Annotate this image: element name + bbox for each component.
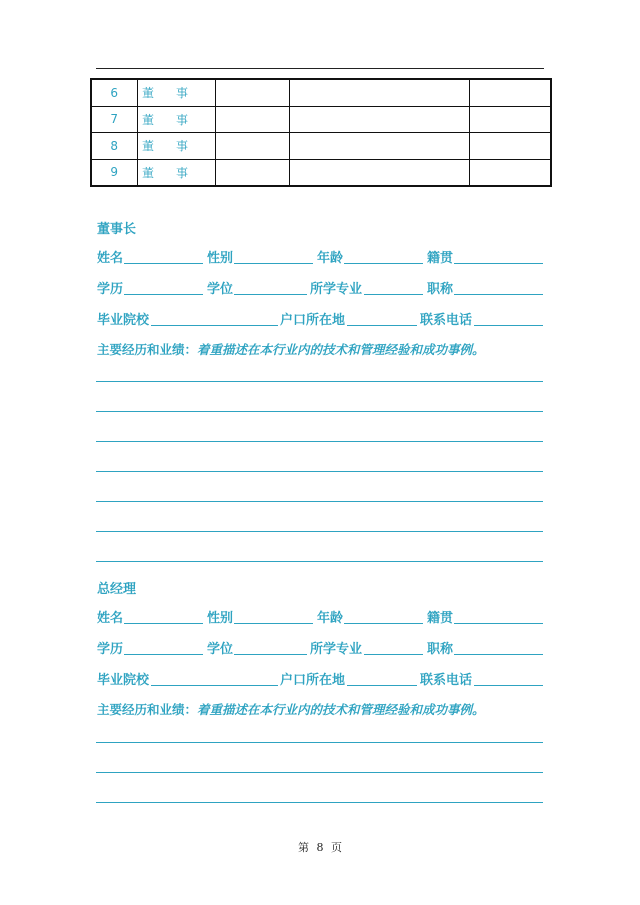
experience-hint: 着重描述在本行业内的技术和管理经验和成功事例。 xyxy=(197,702,485,717)
manager-section-title: 总经理 xyxy=(97,582,137,597)
hukou-label: 户口所在地 xyxy=(280,313,346,328)
major-label: 所学专业 xyxy=(310,282,363,297)
phone-field[interactable] xyxy=(474,325,543,326)
cell-extra[interactable] xyxy=(469,159,551,186)
chairman-experience-line[interactable] xyxy=(96,381,543,382)
name-field[interactable] xyxy=(124,623,203,624)
phone-label: 联系电话 xyxy=(420,313,473,328)
chairman-experience-line[interactable] xyxy=(96,471,543,472)
chairman-experience-line[interactable] xyxy=(96,441,543,442)
degree-label: 学位 xyxy=(207,642,234,657)
major-field[interactable] xyxy=(364,294,423,295)
cell-detail[interactable] xyxy=(289,159,469,186)
age-label: 年龄 xyxy=(317,251,344,266)
school-label: 毕业院校 xyxy=(97,313,150,328)
title-field[interactable] xyxy=(454,654,543,655)
manager-experience-line[interactable] xyxy=(96,742,543,743)
page-footer xyxy=(0,839,640,855)
experience-label-text: 主要经历和业绩： xyxy=(97,702,198,717)
cell-detail[interactable] xyxy=(289,133,469,160)
chairman-section-title: 董事长 xyxy=(97,222,137,237)
table-row xyxy=(91,133,551,160)
origin-label: 籍贯 xyxy=(427,611,454,626)
school-label: 毕业院校 xyxy=(97,673,150,688)
manager-row-basic xyxy=(97,607,543,627)
row-number: 9 xyxy=(91,159,137,186)
origin-field[interactable] xyxy=(454,263,543,264)
cell-detail[interactable] xyxy=(289,79,469,106)
hukou-field[interactable] xyxy=(347,685,417,686)
age-field[interactable] xyxy=(344,263,423,264)
row-number: 7 xyxy=(91,106,137,133)
chairman-experience-label xyxy=(97,340,485,358)
phone-field[interactable] xyxy=(474,685,543,686)
table-row xyxy=(91,159,551,186)
name-label: 姓名 xyxy=(97,251,124,266)
cell-detail[interactable] xyxy=(289,106,469,133)
manager-experience-line[interactable] xyxy=(96,802,543,803)
school-field[interactable] xyxy=(151,685,278,686)
experience-hint: 着重描述在本行业内的技术和管理经验和成功事例。 xyxy=(197,342,485,357)
header-rule xyxy=(96,68,544,69)
page-suffix: 页 xyxy=(331,841,342,854)
chairman-experience-line[interactable] xyxy=(96,501,543,502)
row-number: 6 xyxy=(91,79,137,106)
degree-field[interactable] xyxy=(234,654,307,655)
chairman-experience-line[interactable] xyxy=(96,411,543,412)
cell-name[interactable] xyxy=(215,133,289,160)
origin-label: 籍贯 xyxy=(427,251,454,266)
table-row xyxy=(91,79,551,106)
cell-extra[interactable] xyxy=(469,106,551,133)
page-prefix: 第 xyxy=(298,841,309,854)
page-number: 8 xyxy=(316,841,324,854)
experience-label-text: 主要经历和业绩： xyxy=(97,342,198,357)
degree-label: 学位 xyxy=(207,282,234,297)
gender-label: 性别 xyxy=(207,251,234,266)
major-field[interactable] xyxy=(364,654,423,655)
gender-field[interactable] xyxy=(234,623,313,624)
row-role: 董事 xyxy=(137,133,215,160)
chairman-experience-line[interactable] xyxy=(96,531,543,532)
row-number: 8 xyxy=(91,133,137,160)
gender-label: 性别 xyxy=(207,611,234,626)
chairman-row-contact xyxy=(97,309,543,329)
gender-field[interactable] xyxy=(234,263,313,264)
row-role: 董事 xyxy=(137,79,215,106)
manager-row-contact xyxy=(97,669,543,689)
age-field[interactable] xyxy=(344,623,423,624)
cell-extra[interactable] xyxy=(469,133,551,160)
major-label: 所学专业 xyxy=(310,642,363,657)
degree-field[interactable] xyxy=(234,294,307,295)
row-role: 董事 xyxy=(137,106,215,133)
manager-experience-label xyxy=(97,700,485,718)
chairman-row-education xyxy=(97,278,543,298)
origin-field[interactable] xyxy=(454,623,543,624)
board-members-table xyxy=(90,78,552,187)
hukou-field[interactable] xyxy=(347,325,417,326)
hukou-label: 户口所在地 xyxy=(280,673,346,688)
table-row xyxy=(91,106,551,133)
cell-name[interactable] xyxy=(215,79,289,106)
title-field[interactable] xyxy=(454,294,543,295)
chairman-row-basic xyxy=(97,247,543,267)
education-field[interactable] xyxy=(124,294,203,295)
education-label: 学历 xyxy=(97,642,124,657)
cell-name[interactable] xyxy=(215,159,289,186)
cell-extra[interactable] xyxy=(469,79,551,106)
title-label: 职称 xyxy=(427,282,454,297)
title-label: 职称 xyxy=(427,642,454,657)
row-role: 董事 xyxy=(137,159,215,186)
cell-name[interactable] xyxy=(215,106,289,133)
manager-row-education xyxy=(97,638,543,658)
name-field[interactable] xyxy=(124,263,203,264)
chairman-experience-line[interactable] xyxy=(96,561,543,562)
phone-label: 联系电话 xyxy=(420,673,473,688)
name-label: 姓名 xyxy=(97,611,124,626)
education-field[interactable] xyxy=(124,654,203,655)
age-label: 年龄 xyxy=(317,611,344,626)
education-label: 学历 xyxy=(97,282,124,297)
school-field[interactable] xyxy=(151,325,278,326)
manager-experience-line[interactable] xyxy=(96,772,543,773)
